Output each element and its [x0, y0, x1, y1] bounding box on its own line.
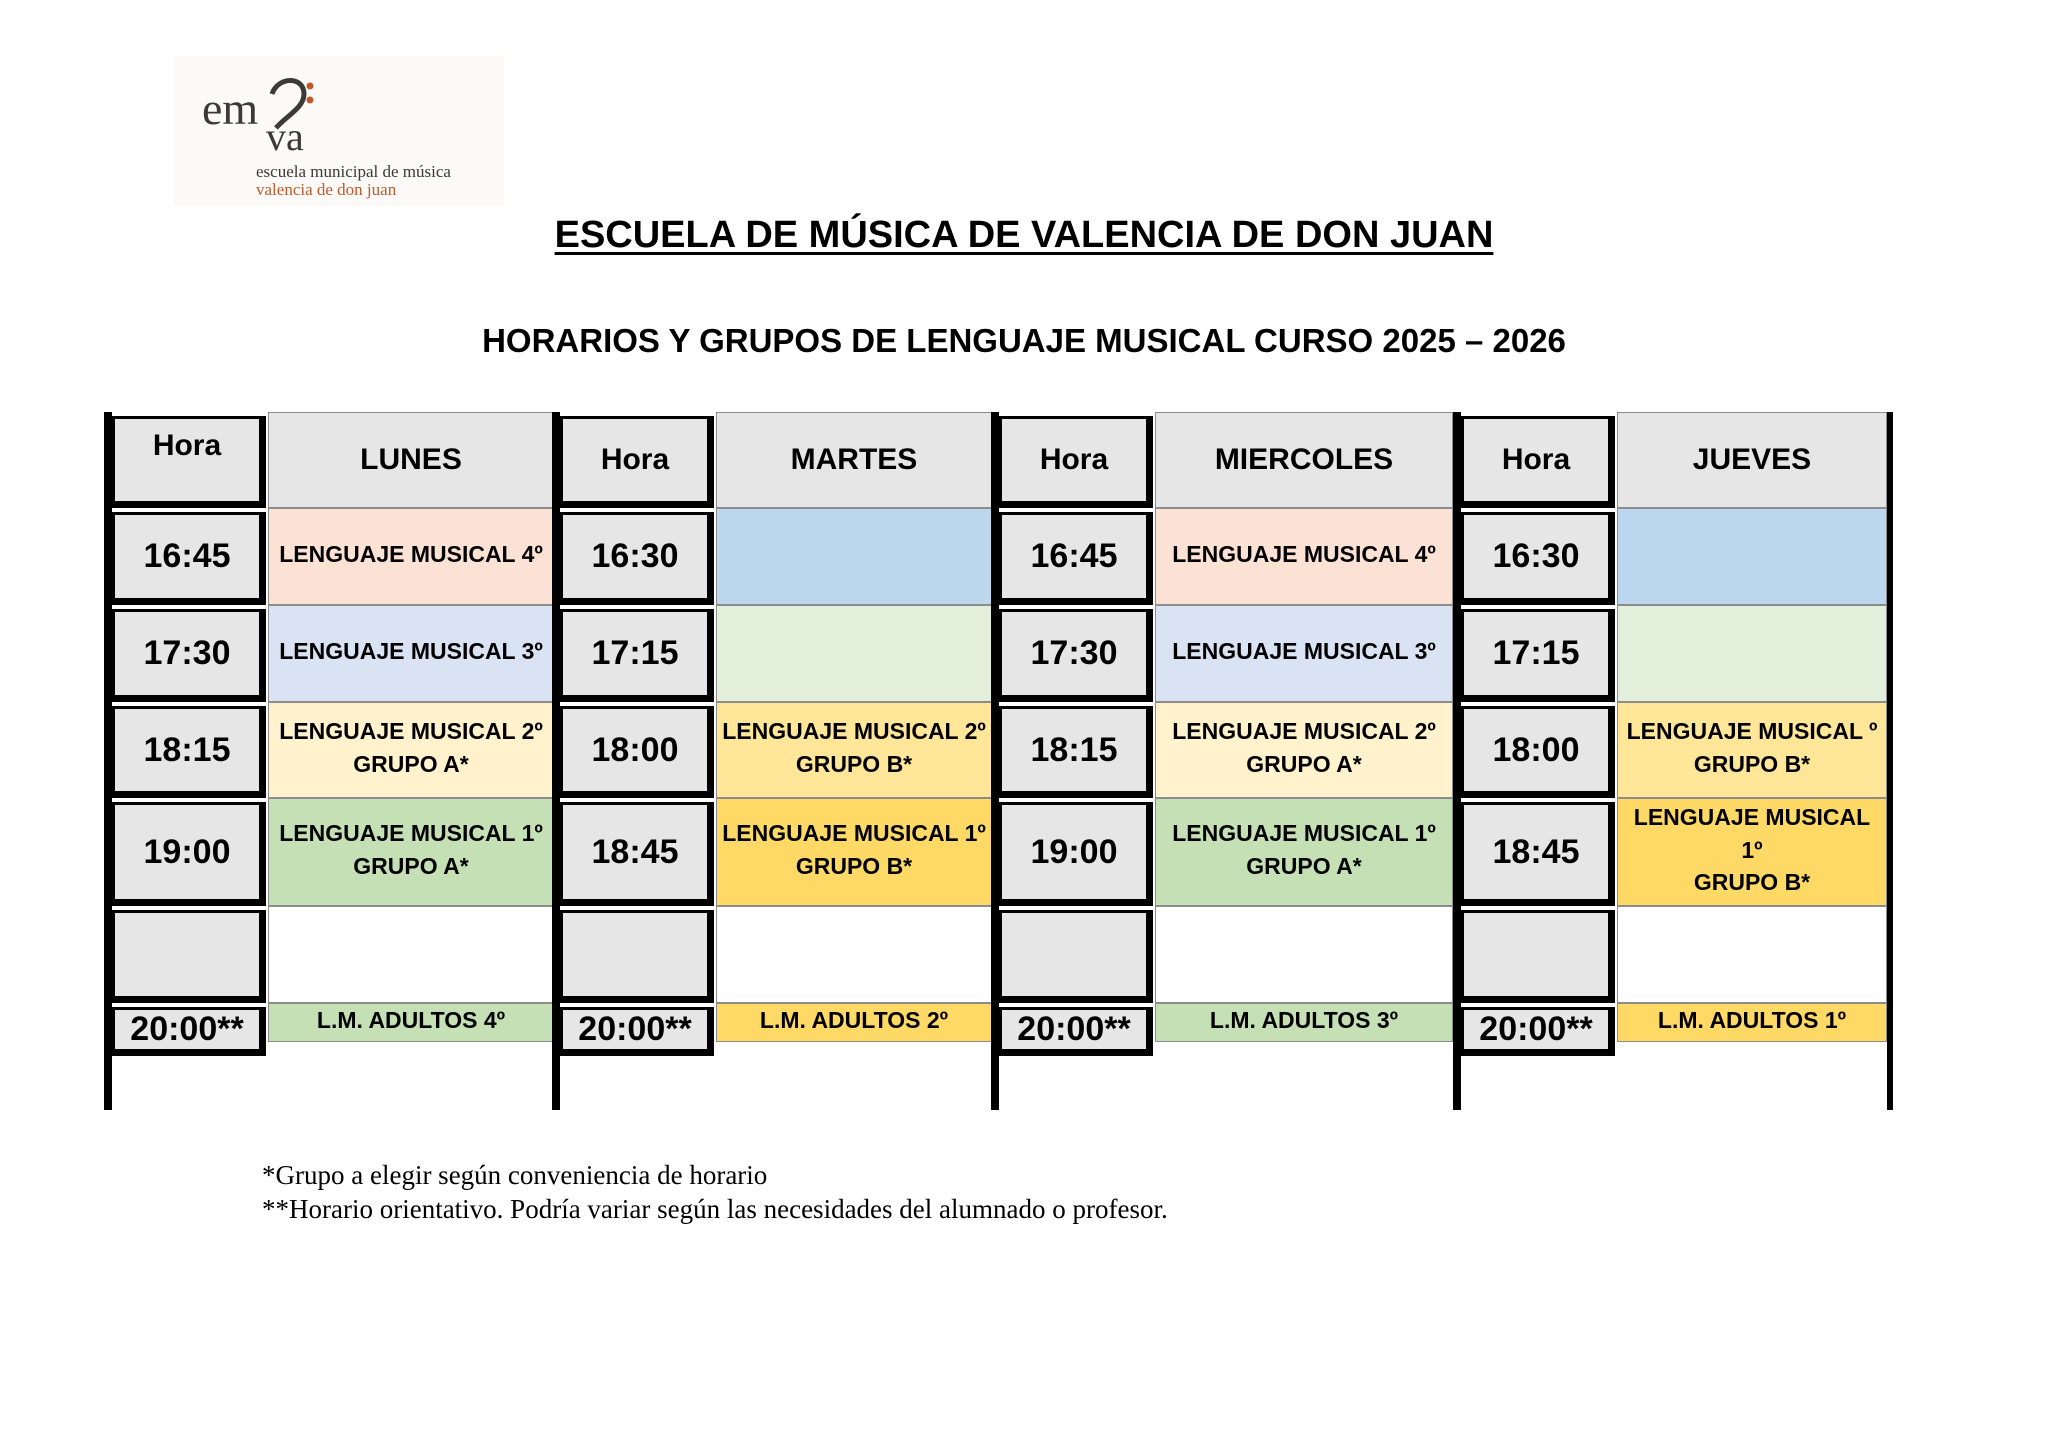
class-label [317, 1004, 505, 1041]
class-label [279, 715, 543, 784]
time-slot: 16:30 [560, 512, 714, 605]
time-slot: 17:30 [999, 609, 1153, 702]
class-label-line: GRUPO B* [795, 853, 913, 879]
class-cell [1617, 605, 1887, 702]
class-cell [268, 906, 554, 1003]
day-header-lunes: LUNES [268, 412, 554, 508]
class-cell [1617, 1003, 1887, 1042]
day-header-martes: MARTES [716, 412, 992, 508]
time-slot: 18:15 [112, 706, 266, 798]
class-cell [1155, 1003, 1453, 1042]
school-logo [174, 56, 504, 206]
day-header-miercoles: MIERCOLES [1155, 412, 1453, 508]
time-slot: 17:15 [560, 609, 714, 702]
class-cell [1617, 906, 1887, 1003]
column-divider [552, 412, 560, 1110]
class-label [1627, 715, 1878, 784]
class-label [1172, 715, 1436, 784]
hora-header: Hora [1461, 416, 1615, 508]
time-slot: 20:00** [560, 1007, 714, 1056]
class-label-line: GRUPO A* [1246, 751, 1362, 777]
class-label [760, 1004, 948, 1041]
class-label [1658, 1004, 1846, 1041]
class-cell [1155, 508, 1453, 605]
class-cell [716, 906, 992, 1003]
time-slot: 19:00 [112, 802, 266, 906]
class-label [279, 538, 543, 575]
class-label [1210, 1004, 1398, 1041]
column-divider [104, 412, 112, 1110]
class-cell [1155, 906, 1453, 1003]
class-cell [268, 605, 554, 702]
class-cell [1617, 798, 1887, 906]
class-label-line: GRUPO A* [1246, 853, 1362, 879]
hora-header: Hora [999, 416, 1153, 508]
class-label [1172, 538, 1436, 575]
class-label-line: LENGUAJE MUSICAL 3º [279, 638, 543, 665]
class-label-line: L.M. ADULTOS 1º [1657, 1007, 1847, 1033]
class-label [722, 715, 986, 784]
logo-mark-icon [186, 64, 326, 154]
class-label-line: L.M. ADULTOS 4º [316, 1007, 506, 1033]
class-label-line: L.M. ADULTOS 3º [1209, 1007, 1399, 1033]
time-slot: 17:30 [112, 609, 266, 702]
footnote-1: *Grupo a elegir según conveniencia de horario [262, 1160, 768, 1190]
time-slot: 17:15 [1461, 609, 1615, 702]
svg-text:em: em [202, 83, 259, 134]
time-slot: 18:00 [560, 706, 714, 798]
class-label-line: 1º [1741, 836, 1763, 863]
time-slot: 20:00** [1461, 1007, 1615, 1056]
class-label [1634, 801, 1870, 903]
class-label-line: LENGUAJE MUSICAL [1633, 804, 1871, 831]
class-label-line: LENGUAJE MUSICAL 3º [1172, 638, 1436, 665]
class-cell [716, 605, 992, 702]
class-cell [1617, 702, 1887, 798]
time-slot: 16:30 [1461, 512, 1615, 605]
class-label-line: LENGUAJE MUSICAL 4º [1172, 541, 1436, 568]
class-label-line: LENGUAJE MUSICAL 2º [1172, 718, 1436, 745]
time-slot: 18:45 [1461, 802, 1615, 906]
time-slot: 20:00** [112, 1007, 266, 1056]
class-label [722, 817, 986, 886]
time-slot [112, 910, 266, 1003]
column-divider [1453, 412, 1461, 1110]
column-divider [991, 412, 999, 1110]
time-slot [1461, 910, 1615, 1003]
class-cell [716, 1003, 992, 1042]
class-label-line: GRUPO B* [1693, 869, 1811, 896]
class-cell [716, 508, 992, 605]
footnote-2: **Horario orientativo. Podría variar según las necesidades del alumnado o profesor. [262, 1194, 1168, 1224]
class-label-line: LENGUAJE MUSICAL 2º [722, 718, 986, 745]
logo-line-2: valencia de don juan [256, 180, 397, 199]
class-label-line: GRUPO A* [353, 853, 469, 879]
class-cell [1155, 798, 1453, 906]
class-cell [268, 1003, 554, 1042]
class-label-line: LENGUAJE MUSICAL 1º [1172, 820, 1436, 847]
time-slot: 19:00 [999, 802, 1153, 906]
schedule-table [104, 412, 1888, 1110]
class-label [1172, 817, 1436, 886]
logo-line-1: escuela municipal de música [256, 162, 451, 181]
hora-header: Hora [560, 416, 714, 508]
class-label-line: L.M. ADULTOS 2º [759, 1007, 949, 1033]
svg-text:va: va [266, 114, 304, 154]
time-slot [999, 910, 1153, 1003]
time-slot: 16:45 [112, 512, 266, 605]
page-subtitle: HORARIOS Y GRUPOS DE LENGUAJE MUSICAL CURSO 2025 – 2026 [482, 322, 1566, 359]
time-slot: 18:15 [999, 706, 1153, 798]
time-slot: 18:00 [1461, 706, 1615, 798]
day-header-jueves: JUEVES [1617, 412, 1887, 508]
class-cell [268, 702, 554, 798]
class-label-line: LENGUAJE MUSICAL 1º [279, 820, 543, 847]
class-cell [1155, 702, 1453, 798]
class-label [279, 635, 543, 672]
class-label-line: LENGUAJE MUSICAL 4º [279, 541, 543, 568]
class-label [279, 817, 543, 886]
hora-header: Hora [112, 416, 266, 508]
page-title: ESCUELA DE MÚSICA DE VALENCIA DE DON JUAN [554, 214, 1494, 256]
class-cell [268, 508, 554, 605]
class-label-line: LENGUAJE MUSICAL º [1626, 718, 1878, 745]
class-label-line: LENGUAJE MUSICAL 2º [279, 718, 543, 745]
footnotes [262, 1158, 1168, 1226]
time-slot: 20:00** [999, 1007, 1153, 1056]
time-slot: 16:45 [999, 512, 1153, 605]
class-label-line: LENGUAJE MUSICAL 1º [722, 820, 986, 847]
class-label-line: GRUPO B* [1693, 751, 1811, 777]
class-cell [268, 798, 554, 906]
table-right-border [1887, 412, 1893, 1110]
class-cell [716, 798, 992, 906]
class-cell [716, 702, 992, 798]
class-cell [1617, 508, 1887, 605]
class-cell [1155, 605, 1453, 702]
class-label-line: GRUPO B* [795, 751, 913, 777]
class-label-line: GRUPO A* [353, 751, 469, 777]
time-slot: 18:45 [560, 802, 714, 906]
time-slot [560, 910, 714, 1003]
class-label [1172, 635, 1436, 672]
